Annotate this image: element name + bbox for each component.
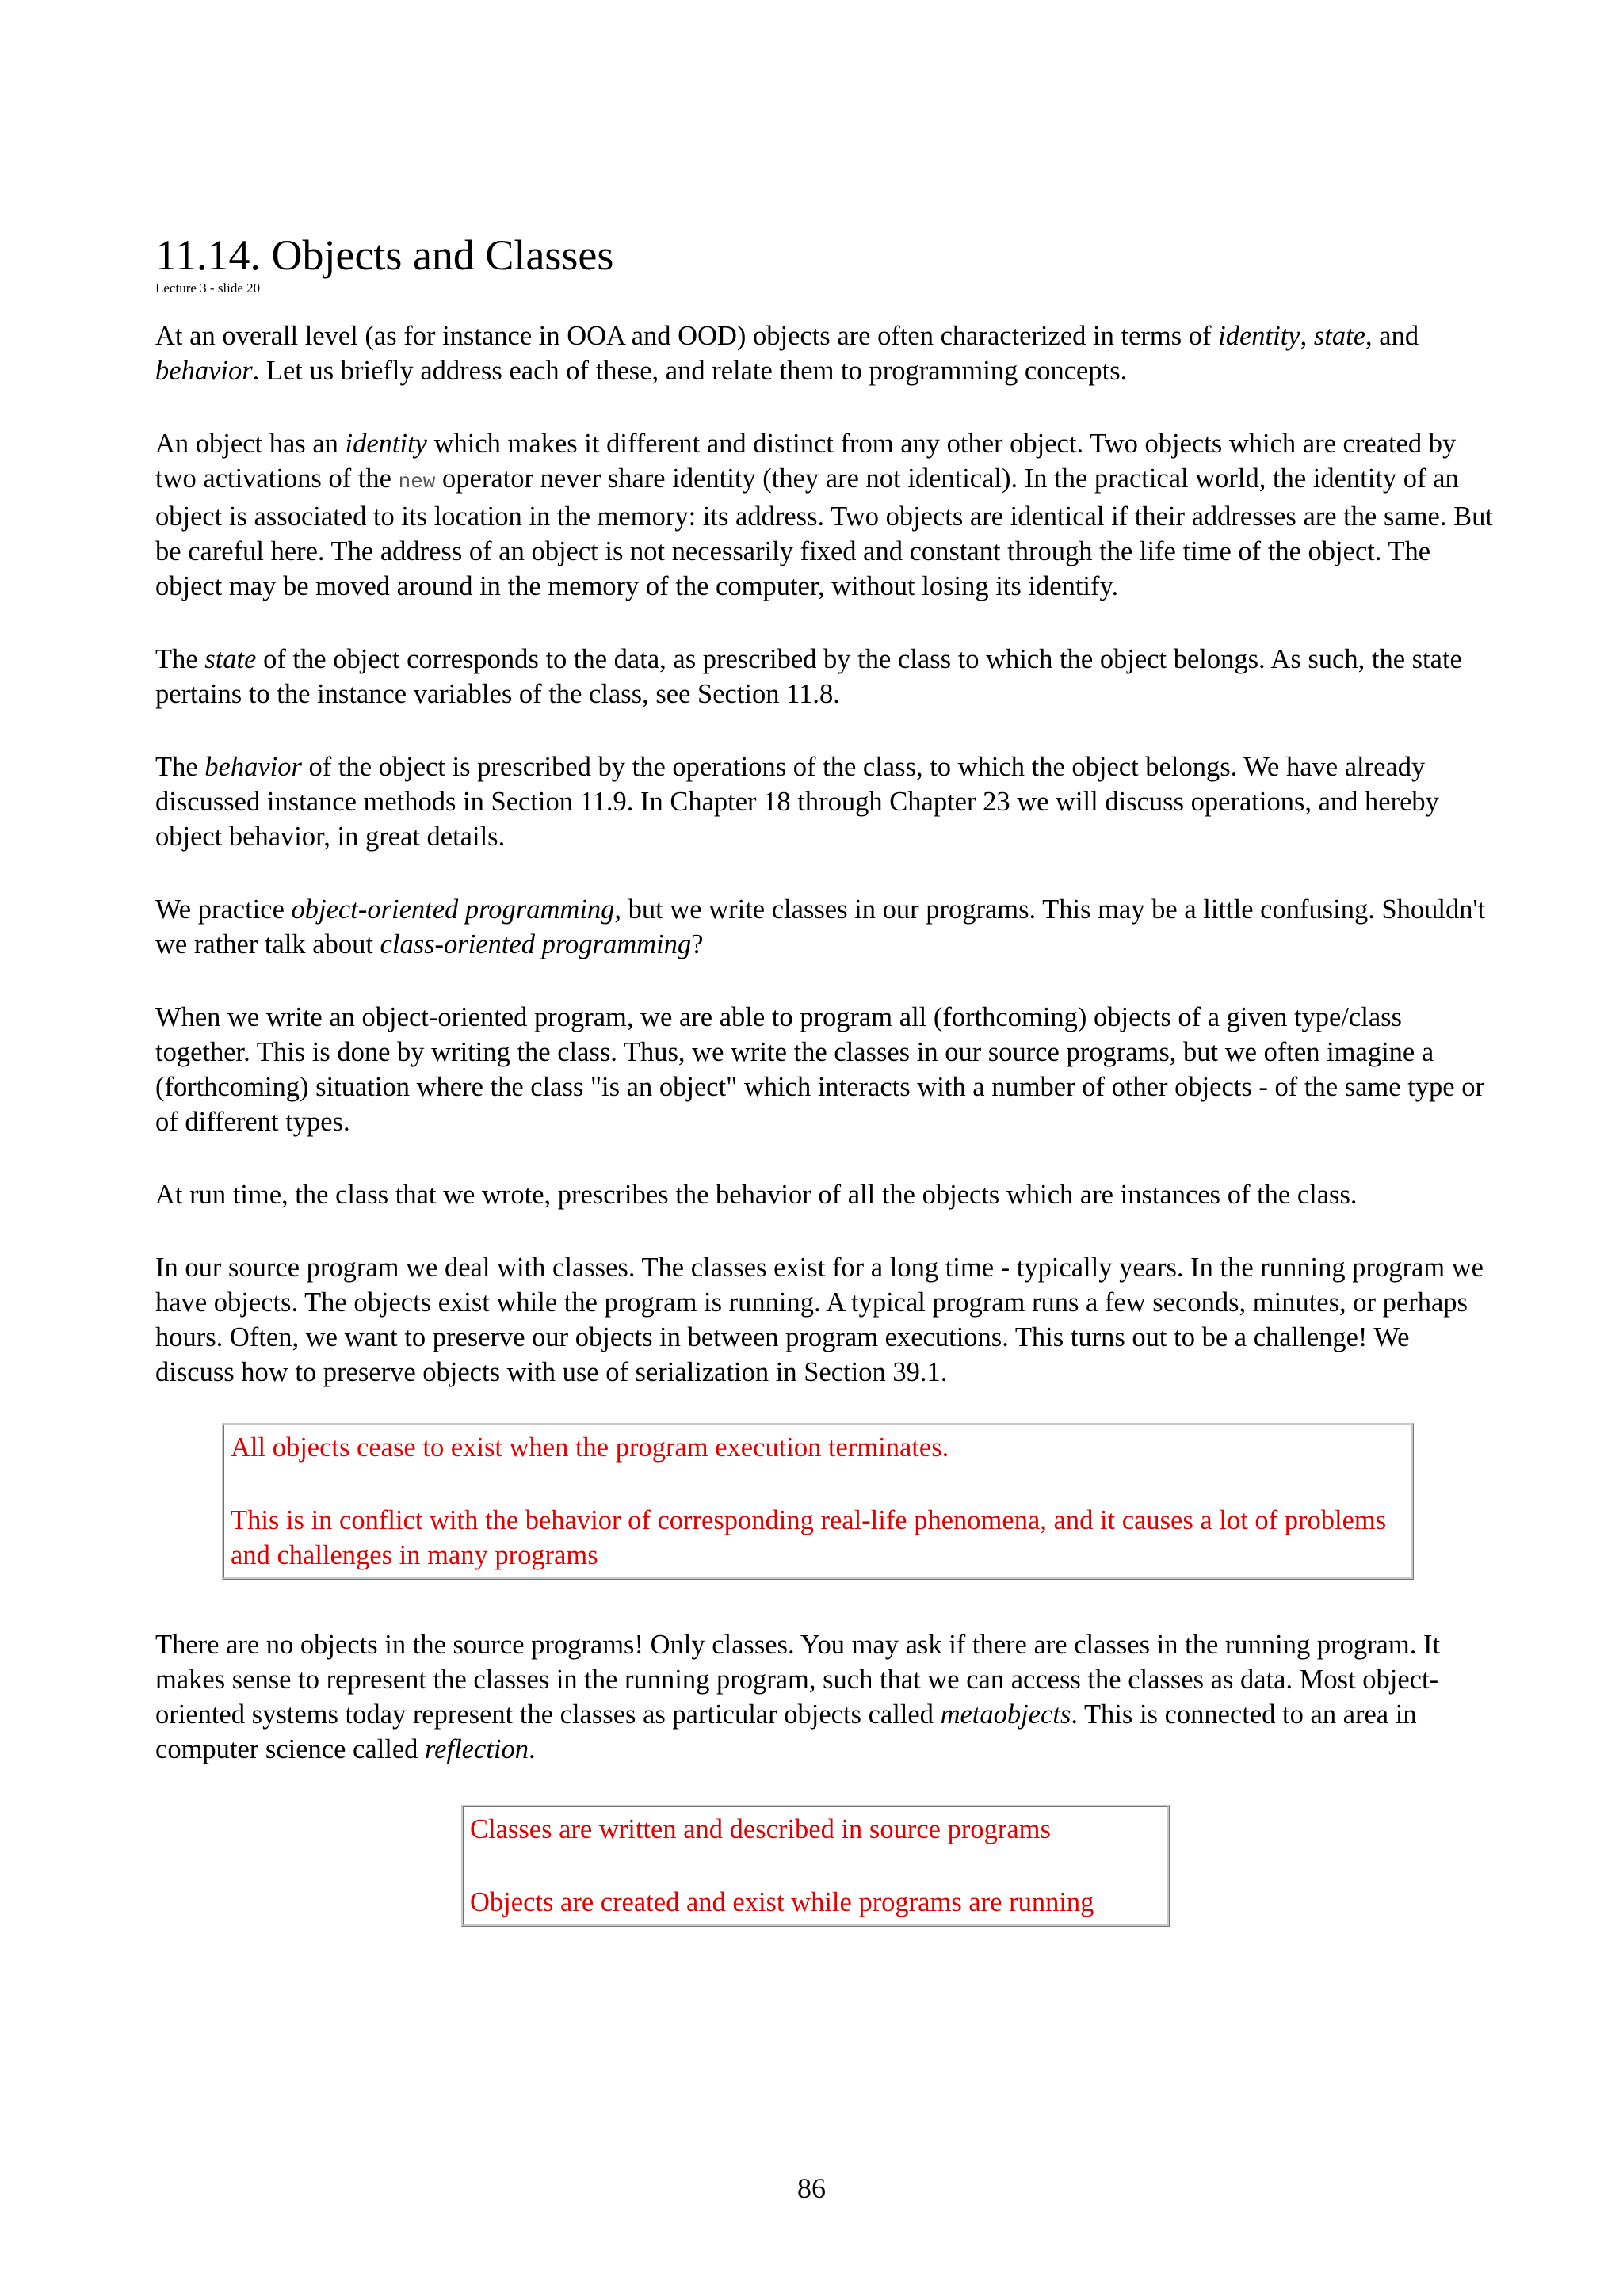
paragraph-behavior [155,749,1495,854]
text-run: ? [691,929,704,959]
emphasis-reflection: reflection [425,1734,529,1764]
text-run: operator never share identity (they are not identical). In the practical world, the identity of an object is associated to its location in the memory: its address. Two objects are identical if their addresses are the same. But be careful here. The address of an object is not necessarily fixed and constant through the life time of the object. The object may be moved around in the memory of the computer, without losing its identify. [155,463,1493,601]
paragraph-writing-classes: When we write an object-oriented program, we are able to program all (forthcoming) objects of a given type/class together. This is done by writing the class. Thus, we write the classes in our source programs, but we often imagine a (forthcoming) situation where the class "is an object" which interacts with a number of other objects - of the same type or of different types. [155,1002,1484,1137]
emphasis-metaobjects: metaobjects [940,1699,1071,1730]
note-spacer [231,1465,1405,1503]
text-run: The [155,752,205,782]
paragraph-class-oriented [155,892,1495,962]
text-run: , [1300,321,1314,351]
text-run: We practice [155,894,292,925]
paragraph-metaobjects [155,1627,1495,1767]
paragraph-identity-state-behavior [155,318,1495,388]
text-run: There are no objects in the source programs! Only classes. You may ask if there are classes in the running program. It makes sense to represent the classes in the running program, such that we can access the classes as data. Most object-oriented systems today represent the classes as particular objects called [155,1630,1441,1730]
paragraph-state [155,642,1495,711]
text-run: . Let us briefly address each of these, and relate them to programming concepts. [252,356,1128,386]
text-run: . This is connected to an area in computer science called [155,1699,1417,1764]
emphasis-identity: identity [1218,321,1300,351]
note-line: Classes are written and described in source programs [470,1814,1051,1844]
text-run: The [155,644,205,674]
text-run: which makes it different and distinct from any other object. Two objects which are created by two activations of the [155,429,1457,494]
lecture-slide-reference: Lecture 3 - slide 20 [155,280,261,296]
page-number: 86 [797,2172,826,2204]
paragraph-source-vs-running: In our source program we deal with classes. The classes exist for a long time - typically years. In the running program we have objects. The objects exist while the program is running. A typical program runs a few seconds, minutes, or perhaps hours. Often, we want to preserve our objects in between program executions. This turns out to be a challenge! We discuss how to preserve objects with use of serialization in Section 39.1. [155,1253,1484,1387]
text-run: of the object is prescribed by the operations of the class, to which the object belongs. We have already discussed instance methods in Section 11.9. In Chapter 18 through Chapter 23 we will discuss operations, and hereby object behavior, in great details. [155,752,1439,852]
paragraph-run-time: At run time, the class that we wrote, prescribes the behavior of all the objects which are instances of the class. [155,1180,1358,1210]
emphasis-state: state [1313,321,1366,351]
code-new-operator: new [398,470,436,494]
emphasis-class-oriented-programming: class-oriented programming [380,929,692,959]
note-line: All objects cease to exist when the program execution terminates. [231,1432,949,1463]
note-spacer [470,1847,1161,1885]
section-heading: 11.14. Objects and Classes [155,231,614,279]
text-run: At an overall level (as for instance in OOA and OOD) objects are often characterized in terms of [155,321,1219,351]
text-run: . [528,1734,536,1764]
paragraph-identity [155,426,1495,604]
emphasis-state: state [204,644,257,674]
text-run: of the object corresponds to the data, as prescribed by the class to which the object belongs. As such, the state pertains to the instance variables of the class, see Section 11.8. [155,644,1462,709]
text-run: , but we write classes in our programs. This may be a little confusing. Shouldn't we rather talk about [155,894,1486,959]
document-page [155,230,1495,1927]
note-line: This is in conflict with the behavior of corresponding real-life phenomena, and it causes a lot of problems and challenges in many programs [231,1505,1387,1570]
emphasis-behavior: behavior [204,752,302,782]
emphasis-identity: identity [345,429,427,459]
note-box-classes-objects [461,1805,1170,1927]
emphasis-behavior: behavior [155,356,253,386]
text-run: An object has an [155,429,346,459]
note-box-objects-cease [222,1423,1414,1580]
note-line: Objects are created and exist while programs are running [470,1887,1094,1917]
text-run: , and [1365,321,1419,351]
emphasis-object-oriented-programming: object-oriented programming [291,894,615,925]
